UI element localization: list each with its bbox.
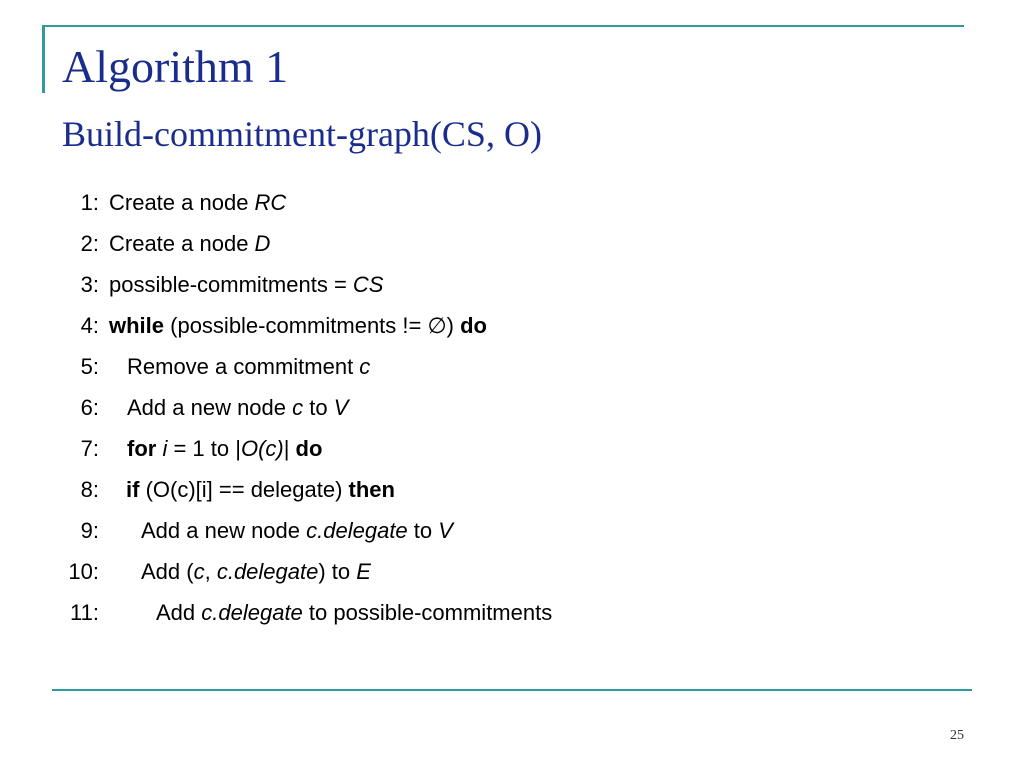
slide-title: Algorithm 1 (62, 41, 289, 92)
algorithm-line (0, 351, 1024, 392)
keyword: if (126, 477, 140, 502)
code-segment: Add ( (141, 559, 194, 584)
line-code (109, 187, 286, 219)
page-number: 25 (950, 728, 964, 743)
algorithm-line (0, 433, 1024, 474)
keyword: do (295, 436, 323, 461)
line-code (141, 556, 371, 588)
code-segment: Create a node (109, 190, 255, 215)
line-code (109, 269, 383, 301)
code-segment: = 1 to | (167, 436, 241, 461)
slide-frame-left-rule (42, 25, 45, 93)
keyword: for (127, 436, 157, 461)
line-code (141, 515, 453, 547)
code-segment: Create a node (109, 231, 255, 256)
algorithm-line (0, 597, 1024, 638)
code-segment: (O(c)[i] == delegate) (139, 477, 349, 502)
code-segment: Add a new node (141, 518, 307, 543)
code-segment: RC (254, 190, 287, 215)
code-segment: c.delegate (306, 518, 408, 543)
code-segment: possible-commitments = (109, 272, 353, 297)
algorithm-line (0, 392, 1024, 433)
code-segment: E (356, 559, 371, 584)
code-segment: to (303, 395, 334, 420)
line-code (127, 392, 348, 424)
line-number: 9: (80, 518, 99, 543)
code-segment: ) (446, 313, 461, 338)
code-segment: ∅ (427, 313, 447, 338)
line-number: 8: (80, 477, 99, 502)
code-segment: , (204, 559, 217, 584)
line-code (109, 228, 270, 260)
code-segment: Add a new node (127, 395, 293, 420)
line-number: 4: (80, 313, 99, 338)
algorithm-line (0, 228, 1024, 269)
code-segment: c.delegate (216, 559, 319, 584)
algorithm-line (0, 474, 1024, 515)
code-segment: c (292, 395, 304, 420)
code-segment: CS (352, 272, 384, 297)
line-number: 10: (68, 559, 99, 584)
algorithm-listing (0, 187, 1024, 638)
slide-subtitle: Build-commitment-graph(CS, O) (62, 114, 542, 154)
code-segment: c (193, 559, 205, 584)
line-number: 2: (80, 231, 99, 256)
code-segment: D (254, 231, 271, 256)
code-segment: V (438, 518, 453, 543)
algorithm-line (0, 515, 1024, 556)
algorithm-line (0, 269, 1024, 310)
code-segment: V (333, 395, 349, 420)
code-segment: to (407, 518, 439, 543)
algorithm-line (0, 310, 1024, 351)
code-segment: (possible-commitments != (164, 313, 428, 338)
line-number: 11: (70, 600, 99, 625)
code-segment: O(c) (240, 436, 284, 461)
code-segment: | (283, 436, 296, 461)
line-number: 5: (80, 354, 99, 379)
code-segment: c (359, 354, 371, 379)
line-code (127, 433, 322, 465)
line-number: 6: (80, 395, 99, 420)
line-number: 7: (80, 436, 99, 461)
keyword: while (109, 313, 165, 338)
code-segment: c.delegate (201, 600, 303, 625)
code-segment: Add (156, 600, 202, 625)
code-segment: to possible-commitments (302, 600, 553, 625)
algorithm-line (0, 187, 1024, 228)
algorithm-line (0, 556, 1024, 597)
keyword: then (348, 477, 395, 502)
line-number: 1: (80, 190, 99, 215)
keyword: do (460, 313, 487, 338)
line-code (156, 597, 552, 629)
code-segment: ) to (318, 559, 357, 584)
code-segment: i (162, 436, 168, 461)
slide-frame-top-rule (42, 25, 964, 27)
line-code (126, 474, 395, 506)
line-number: 3: (80, 272, 99, 297)
code-segment: Remove a commitment (127, 354, 360, 379)
slide-frame-bottom-rule (52, 689, 972, 691)
line-code (127, 351, 370, 383)
line-code (109, 310, 487, 342)
